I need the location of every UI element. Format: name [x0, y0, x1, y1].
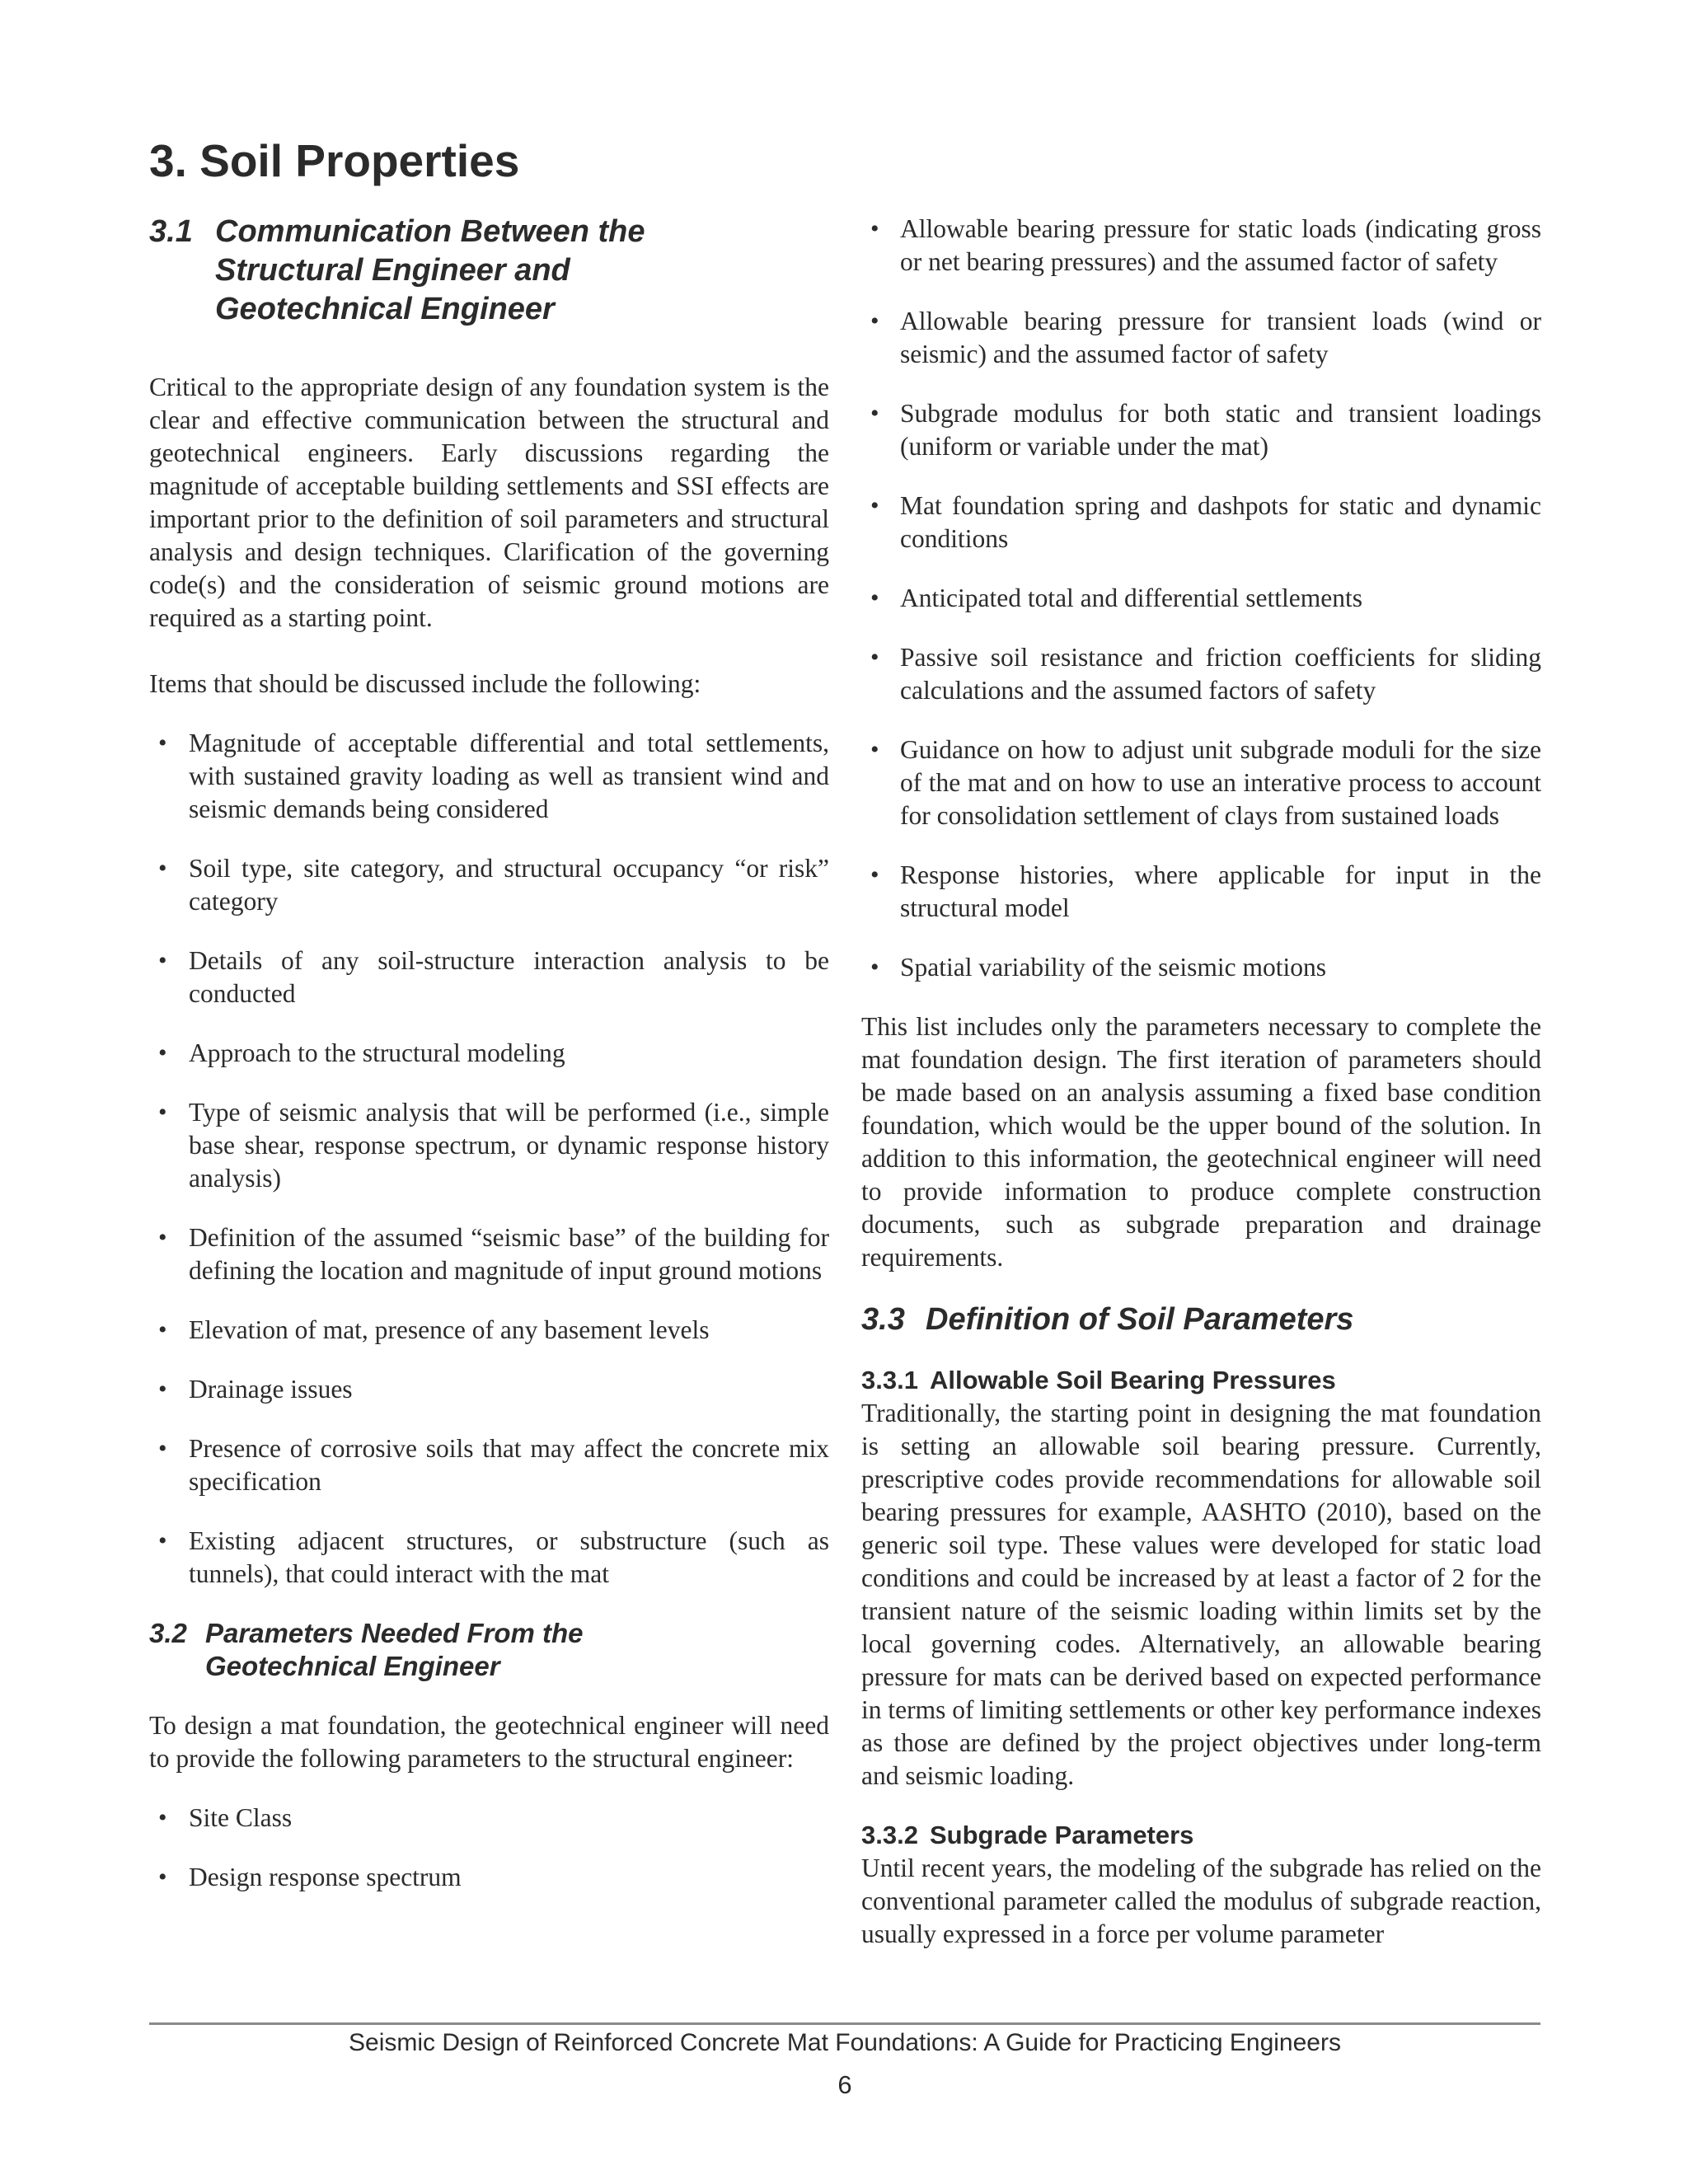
bullet-icon: • — [158, 855, 167, 882]
list-item: • Details of any soil-structure interaction analysis to be conducted — [158, 946, 829, 1008]
section-3-3-number: 3.3 — [861, 1302, 905, 1337]
list-item: • Anticipated total and differential settlements — [861, 582, 1541, 615]
list-item: • Drainage issues — [149, 1373, 829, 1406]
section-3-2-title-line-1: Parameters Needed From the — [205, 1618, 584, 1648]
list-item: • Type of seismic analysis that will be performed (i.e., simple base shear, response spectrum, or dynamic response history analysis) — [158, 1098, 829, 1193]
list-item: • Approach to the structural modeling — [149, 1037, 829, 1070]
bullet-icon: • — [870, 492, 879, 519]
section-3-1-heading — [149, 213, 829, 329]
section-3-3-title: Definition of Soil Parameters — [926, 1302, 1354, 1337]
bullet-icon: • — [870, 861, 879, 888]
bullet-icon: • — [870, 584, 879, 612]
list-item: • Response histories, where applicable for input in the structural model — [870, 860, 1541, 922]
parameters-list-part-2 — [861, 213, 1541, 984]
bullet-icon: • — [158, 729, 167, 757]
section-3-1-title-line-3: Geotechnical Engineer — [215, 292, 555, 326]
list-item: • Spatial variability of the seismic motions — [861, 951, 1541, 984]
bullet-icon: • — [870, 736, 879, 763]
list-item: • Passive soil resistance and friction coefficients for sliding calculations and the assumed factors of safety — [870, 643, 1541, 705]
list-item: • Mat foundation spring and dashpots for static and dynamic conditions — [870, 491, 1541, 553]
section-3-3-1-paragraph: Traditionally, the starting point in designing the mat foundation is setting an allowable soil bearing pressure. Currently, prescriptive codes provide recommendations for allowable soil bearing pressures for example, AASHTO (2010), based on the generic soil type. These values were developed for static load conditions and could be increased by at least a factor of 2 for the transient nature of the seismic loading within limits set by the local governing codes. Alternatively, an allowable bearing pressure for mats can be derived based on expected performance in terms of limiting settlements or other key performance indexes as those are defined by the project objectives under long-term and seismic loading. — [861, 1399, 1541, 1790]
list-item: • Allowable bearing pressure for transient loads (wind or seismic) and the assumed factor of safety — [870, 307, 1541, 368]
bullet-icon: • — [158, 1316, 167, 1343]
bullet-icon: • — [158, 1804, 167, 1831]
footer-divider — [149, 2022, 1540, 2025]
list-item: • Existing adjacent structures, or substructure (such as tunnels), that could interact with the mat — [158, 1526, 829, 1588]
discussion-items-list — [149, 727, 829, 1591]
bullet-icon: • — [158, 947, 167, 974]
list-item: • Design response spectrum — [149, 1861, 829, 1894]
section-3-3-1-number: 3.3.1 — [861, 1366, 918, 1394]
list-item: • Definition of the assumed “seismic base” of the building for defining the location and magnitude of input ground motions — [158, 1223, 829, 1285]
list-item: • Subgrade modulus for both static and transient loadings (uniform or variable under the mat) — [870, 399, 1541, 461]
section-3-2-paragraph: To design a mat foundation, the geotechnical engineer will need to provide the following parameters to the structural engineer: — [149, 1711, 829, 1773]
list-item: • Magnitude of acceptable differential and total settlements, with sustained gravity loading as well as transient wind and seismic demands being considered — [158, 729, 829, 823]
bullet-icon: • — [158, 1376, 167, 1403]
bullet-icon: • — [870, 400, 879, 427]
bullet-icon: • — [158, 1099, 167, 1126]
list-item: • Site Class — [149, 1802, 829, 1835]
section-3-3-2-heading — [861, 1819, 1541, 1852]
right-column — [861, 213, 1541, 1951]
section-3-1-number: 3.1 — [149, 214, 193, 249]
section-3-2-number: 3.2 — [149, 1618, 187, 1648]
bullet-icon: • — [158, 1435, 167, 1462]
section-3-2-closing-paragraph: This list includes only the parameters necessary to complete the mat foundation design. The first iteration of parameters should be made based on an analysis assuming a fixed base condition foundation, which would be the upper bound of the solution. In addition to this information, the geotechnical engineer will need to provide information to produce complete construction documents, such as subgrade preparation and drainage requirements. — [861, 1012, 1541, 1272]
section-3-3-heading — [861, 1301, 1541, 1339]
bullet-icon: • — [870, 644, 879, 671]
list-item: • Presence of corrosive soils that may affect the concrete mix specification — [158, 1434, 829, 1496]
section-3-3-2-title: Subgrade Parameters — [929, 1821, 1194, 1849]
bullet-icon: • — [870, 307, 879, 335]
section-3-2-heading — [149, 1617, 829, 1683]
bullet-icon: • — [158, 1863, 167, 1891]
list-item: • Soil type, site category, and structural occupancy “or risk” category — [158, 854, 829, 916]
list-item: • Allowable bearing pressure for static loads (indicating gross or net bearing pressures) and the assumed factor of safety — [870, 214, 1541, 276]
section-3-3-1-title: Allowable Soil Bearing Pressures — [929, 1366, 1336, 1394]
chapter-title: 3. Soil Properties — [149, 135, 520, 186]
section-3-1-title-line-1: Communication Between the — [215, 214, 645, 249]
bullet-icon: • — [158, 1224, 167, 1251]
section-3-1-title-line-2: Structural Engineer and — [215, 253, 570, 288]
list-item: • Elevation of mat, presence of any basement levels — [149, 1314, 829, 1347]
page-number: 6 — [837, 2070, 852, 2099]
section-3-2-title-line-2: Geotechnical Engineer — [205, 1651, 500, 1681]
section-3-3-2-number: 3.3.2 — [861, 1821, 918, 1849]
left-column — [149, 213, 829, 1894]
section-3-3-2-paragraph: Until recent years, the modeling of the subgrade has relied on the conventional parameter called the modulus of subgrade reaction, usually expressed in a force per volume parameter — [861, 1854, 1541, 1948]
bullet-icon: • — [870, 215, 879, 242]
list-item: • Guidance on how to adjust unit subgrade moduli for the size of the mat and on how to use an interative process to account for consolidation settlement of clays from sustained loads — [870, 735, 1541, 830]
bullet-icon: • — [870, 954, 879, 981]
items-intro: Items that should be discussed include the following: — [149, 669, 701, 698]
footer-title: Seismic Design of Reinforced Concrete Mat Foundations: A Guide for Practicing Engineers — [349, 2029, 1341, 2056]
section-3-3-1-heading — [861, 1364, 1541, 1397]
bullet-icon: • — [158, 1039, 167, 1066]
bullet-icon: • — [158, 1527, 167, 1554]
parameters-list-part-1 — [149, 1802, 829, 1894]
section-3-1-paragraph: Critical to the appropriate design of any foundation system is the clear and effective communication between the structural and geotechnical engineers. Early discussions regarding the magnitude of acceptable building settlements and SSI effects are important prior to the definition of soil parameters and structural analysis and design techniques. Clarification of the governing code(s) and the consideration of seismic ground motions are required as a starting point. — [149, 373, 829, 632]
